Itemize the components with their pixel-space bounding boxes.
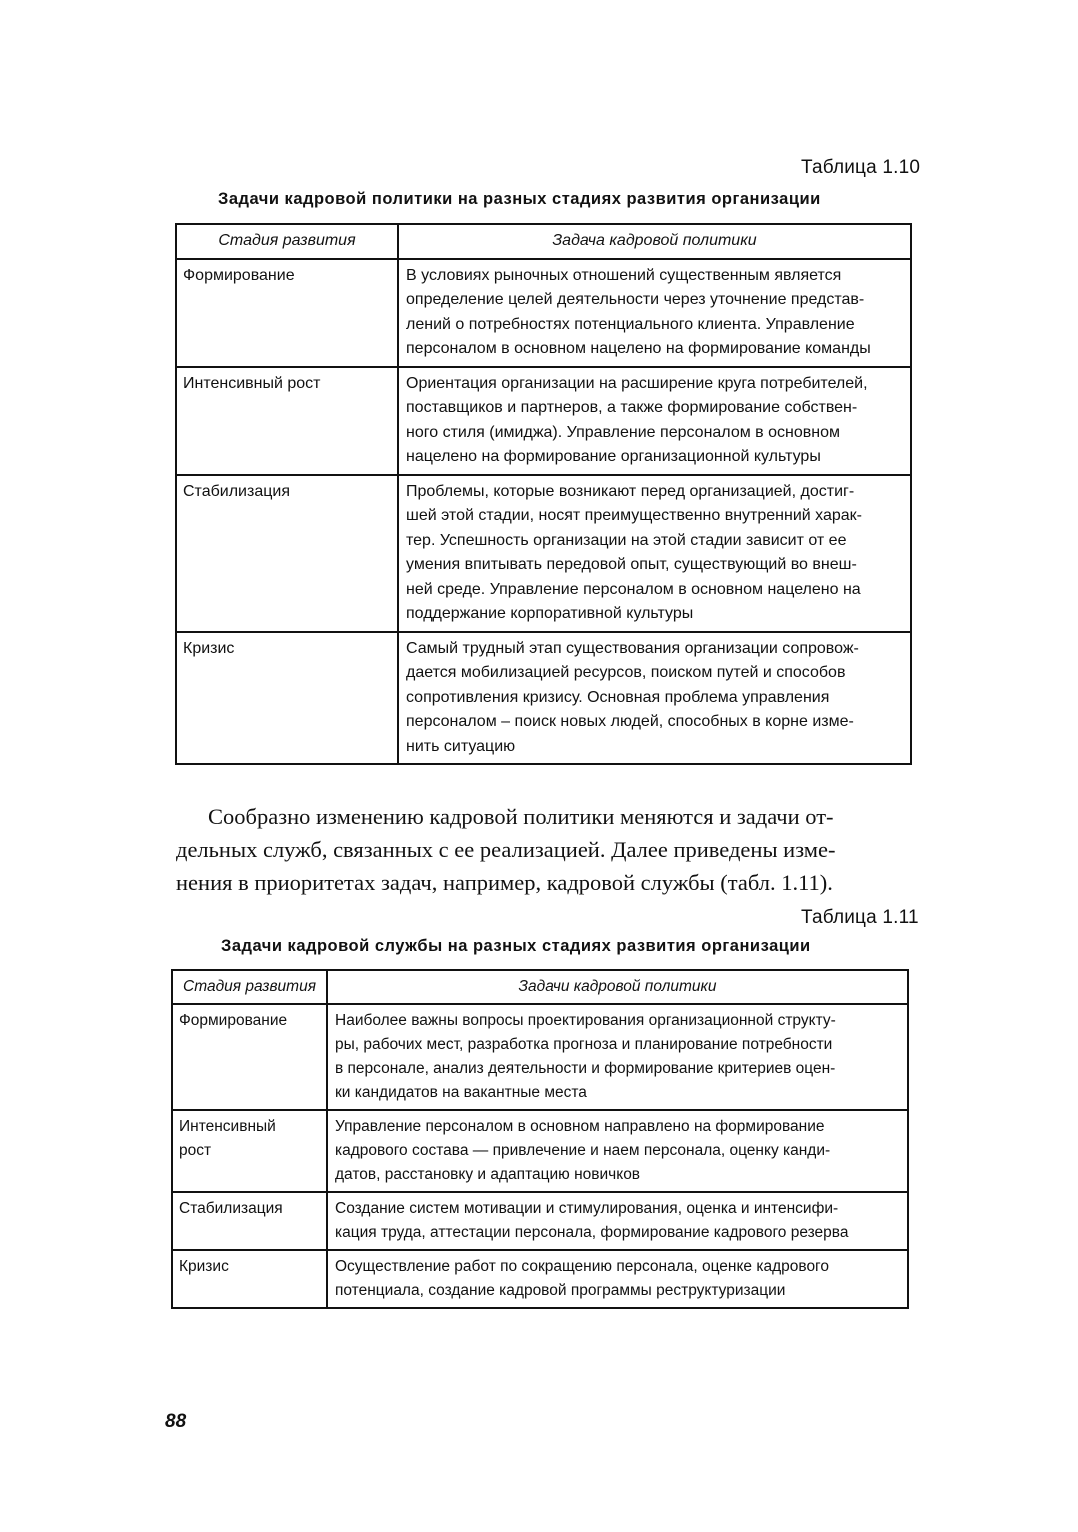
cell-line: шей этой стадии, носят преимущественно внутренний харак- — [406, 507, 862, 524]
cell-line: ки кандидатов на вакантные места — [335, 1084, 587, 1101]
cell-line: сопротивления кризису. Основная проблема управления — [406, 688, 830, 706]
table2-task-cell — [327, 1250, 908, 1308]
table-row — [176, 367, 911, 475]
cell-line: поставщиков и партнеров, а также формирование собствен- — [406, 399, 858, 416]
cell-line: Проблемы, которые возникают перед организацией, достиг- — [406, 482, 855, 500]
cell-line: Самый трудный этап существования организации сопровож- — [406, 639, 859, 657]
table2-header-task: Задачи кадровой политики — [327, 970, 908, 1004]
cell-line: ней среде. Управление персоналом в основном нацелено на — [406, 580, 861, 598]
table1-task-cell — [398, 259, 911, 367]
table2-number: Таблица 1.11 — [801, 907, 919, 928]
table2-stage-cell — [172, 1004, 327, 1110]
cell-line: Наиболее важны вопросы проектирования организационной структу- — [335, 1012, 836, 1029]
table1-task-cell — [398, 367, 911, 475]
table1-header-row — [176, 224, 911, 259]
cell-line: ры, рабочих мест, разработка прогноза и планирование потребности — [335, 1036, 833, 1053]
table2-task-cell — [327, 1004, 908, 1110]
table2-title: Задачи кадровой службы на разных стадиях развития организации — [221, 937, 811, 955]
table-row — [176, 632, 911, 765]
cell-line: Стабилизация — [179, 1200, 283, 1217]
table1-task-cell — [398, 632, 911, 765]
table1-stage-cell: Кризис — [176, 632, 398, 765]
table1-header-stage: Стадия развития — [176, 224, 398, 259]
table-row — [172, 1250, 908, 1308]
table2-task-cell — [327, 1192, 908, 1250]
cell-line: поддержание корпоративной культуры — [406, 605, 694, 622]
table2-stage-cell — [172, 1250, 327, 1308]
cell-line: персоналом в основном нацелено на формирование команды — [406, 340, 871, 357]
cell-line: лений о потребностях потенциального клиента. Управление — [406, 315, 855, 333]
body-paragraph — [176, 800, 910, 899]
paragraph-line: дельных служб, связанных с ее реализацией. Далее приведены изме- — [176, 837, 836, 862]
cell-line: потенциала, создание кадровой программы реструктуризации — [335, 1282, 786, 1299]
table2-stage-cell — [172, 1192, 327, 1250]
cell-line: кадрового состава — привлечение и наем персонала, оценку канди- — [335, 1142, 831, 1159]
table-row — [172, 1004, 908, 1110]
cell-line: Кризис — [179, 1258, 229, 1275]
cell-line: Создание систем мотивации и стимулирования, оценка и интенсифи- — [335, 1200, 839, 1217]
table1-title: Задачи кадровой политики на разных стадиях развития организации — [218, 190, 821, 208]
cell-line: нить ситуацию — [406, 737, 516, 755]
table1-header-task: Задача кадровой политики — [398, 224, 911, 259]
cell-line: В условиях рыночных отношений существенным является — [406, 266, 842, 284]
paragraph-line: нения в приоритетах задач, например, кадровой службы (табл. 1.11). — [176, 870, 833, 895]
cell-line: Формирование — [179, 1012, 288, 1029]
cell-line: Управление персоналом в основном направлено на формирование — [335, 1118, 825, 1135]
table1-number: Таблица 1.10 — [801, 157, 921, 178]
cell-line: рост — [179, 1142, 212, 1159]
cell-line: Осуществление работ по сокращению персонала, оценке кадрового — [335, 1258, 829, 1275]
table1-stage-cell: Интенсивный рост — [176, 367, 398, 475]
cell-line: умения впитывать передовой опыт, существующий во внеш- — [406, 556, 857, 573]
paragraph-line: Сообразно изменению кадровой политики меняются и задачи от- — [208, 804, 834, 829]
cell-line: ного стиля (имиджа). Управление персоналом в основном — [406, 423, 840, 441]
page-number: 88 — [165, 1411, 187, 1432]
cell-line: датов, расстановку и адаптацию новичков — [335, 1166, 641, 1183]
table-row — [176, 475, 911, 632]
table2-header-row — [172, 970, 908, 1004]
table2-stage-cell — [172, 1110, 327, 1192]
table-row — [172, 1192, 908, 1250]
table1-task-cell — [398, 475, 911, 632]
cell-line: определение целей деятельности через уточнение представ- — [406, 291, 865, 308]
cell-line: нацелено на формирование организационной культуры — [406, 448, 821, 465]
table2 — [171, 969, 909, 1309]
cell-line: кация труда, аттестации персонала, формирование кадрового резерва — [335, 1224, 849, 1241]
cell-line: Ориентация организации на расширение круга потребителей, — [406, 374, 868, 392]
cell-line: в персонале, анализ деятельности и формирование критериев оцен- — [335, 1060, 836, 1077]
cell-line: Интенсивный — [179, 1118, 276, 1135]
cell-line: персоналом – поиск новых людей, способных в корне изме- — [406, 713, 854, 730]
table2-header-stage: Стадия развития — [172, 970, 327, 1004]
cell-line: тер. Успешность организации на этой стадии зависит от ее — [406, 531, 847, 549]
table1-stage-cell: Стабилизация — [176, 475, 398, 632]
table1 — [175, 223, 912, 765]
table2-task-cell — [327, 1110, 908, 1192]
table-row — [172, 1110, 908, 1192]
cell-line: дается мобилизацией ресурсов, поиском путей и способов — [406, 664, 846, 681]
table-row — [176, 259, 911, 367]
table1-stage-cell: Формирование — [176, 259, 398, 367]
